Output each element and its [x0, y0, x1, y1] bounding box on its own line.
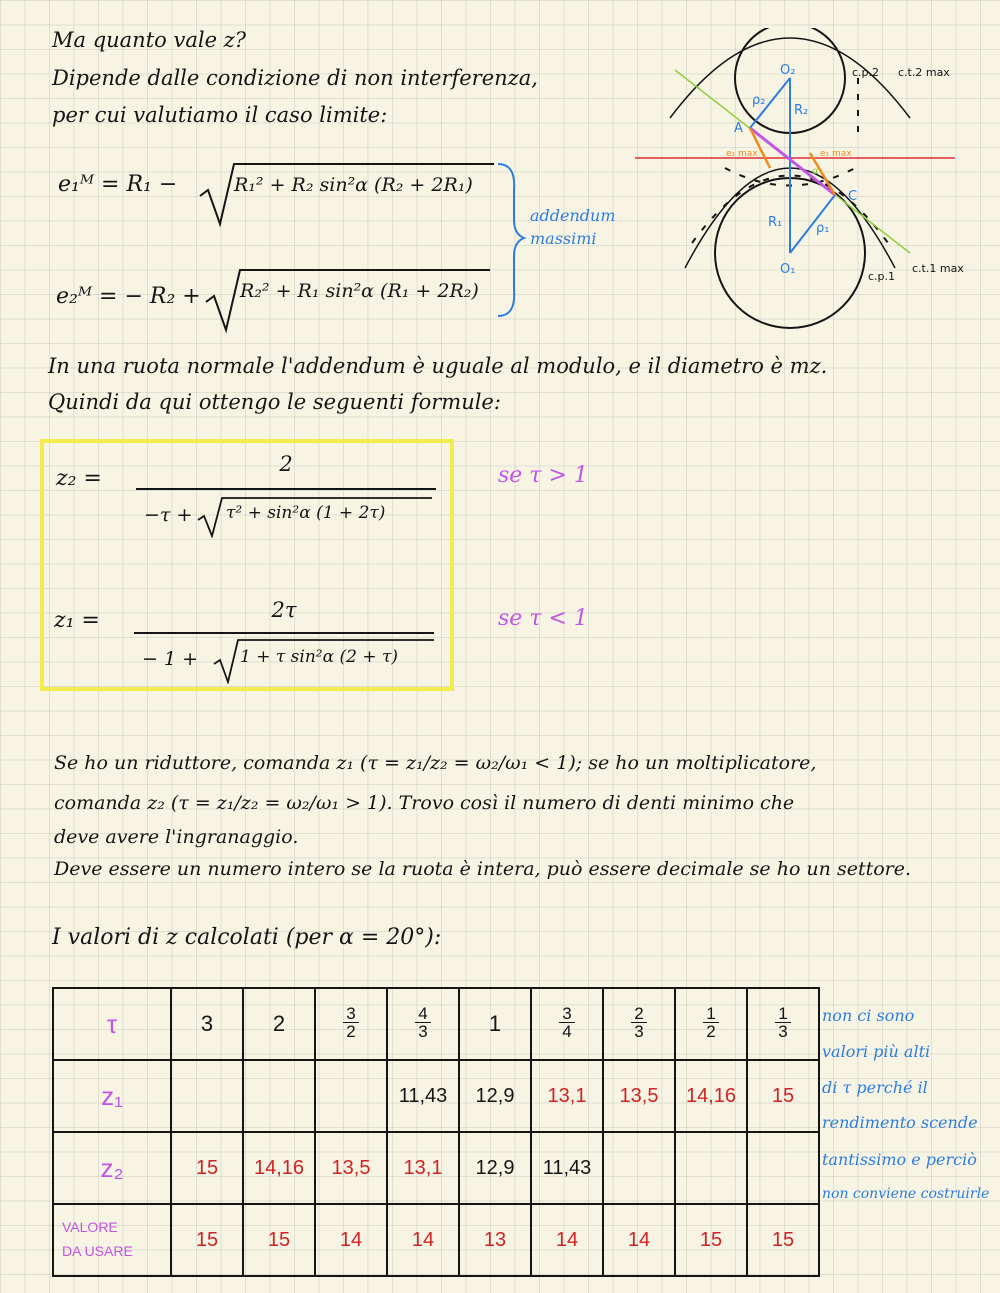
- z-values-table: [52, 987, 820, 1277]
- svg-text:O₂: O₂: [780, 63, 796, 78]
- gear-diagram: [630, 28, 975, 333]
- side-note-line: valori più alti: [822, 1042, 931, 1061]
- row-label-z2: z₂: [53, 1132, 171, 1204]
- use-cell: 14: [603, 1204, 675, 1276]
- svg-text:O₁: O₁: [780, 262, 796, 277]
- z1-den-a: − 1 +: [142, 648, 199, 670]
- tau-cell: $\frac{4}{3}$: [387, 988, 459, 1060]
- side-note-line: non ci sono: [822, 1006, 915, 1025]
- z2-cell: 13,5: [315, 1132, 387, 1204]
- z2-cell: 12,9: [459, 1132, 531, 1204]
- z2-cell: 11,43: [531, 1132, 603, 1204]
- side-note-line: di τ perché il: [822, 1078, 928, 1097]
- svg-text:ρ₁: ρ₁: [816, 221, 830, 236]
- tau-cell: $\frac{3}{2}$: [315, 988, 387, 1060]
- z2-cell: [675, 1132, 747, 1204]
- use-cell: 14: [387, 1204, 459, 1276]
- svg-text:ρ₂: ρ₂: [752, 93, 766, 108]
- paragraph2-line-1: In una ruota normale l'addendum è uguale al modulo, e il diametro è mz.: [48, 354, 828, 378]
- z2-condition: se τ > 1: [498, 463, 588, 488]
- paragraph3-line-3: deve avere l'ingranaggio.: [54, 826, 299, 848]
- brace-note-1: addendum: [530, 206, 616, 225]
- use-cell: 15: [243, 1204, 315, 1276]
- z1-cell: [171, 1060, 243, 1132]
- z2-cell: 13,1: [387, 1132, 459, 1204]
- z1-cell: [315, 1060, 387, 1132]
- paragraph2-line-2: Quindi da qui ottengo le seguenti formule:: [48, 390, 501, 414]
- paragraph3-line-2: comanda z₂ (τ = z₁/z₂ = ω₂/ω₁ > 1). Trovo così il numero di denti minimo che: [54, 792, 795, 814]
- use-cell: 15: [171, 1204, 243, 1276]
- svg-text:c.p.1: c.p.1: [868, 270, 896, 283]
- table-row-z1: [53, 1060, 819, 1132]
- z1-cell: 15: [747, 1060, 819, 1132]
- use-cell: 14: [531, 1204, 603, 1276]
- paragraph3-line-1: Se ho un riduttore, comanda z₁ (τ = z₁/z₂ = ω₂/ω₁ < 1); se ho un moltiplicatore,: [54, 752, 817, 774]
- z1-cell: 11,43: [387, 1060, 459, 1132]
- z2-cell: 15: [171, 1132, 243, 1204]
- brace: [490, 160, 530, 320]
- svg-text:A: A: [734, 121, 743, 136]
- side-note-line: rendimento scende: [822, 1113, 978, 1132]
- intro-line-1: Ma quanto vale z?: [52, 28, 246, 52]
- svg-text:C: C: [848, 189, 858, 204]
- z1-cell: 13,5: [603, 1060, 675, 1132]
- svg-text:c.p.2: c.p.2: [852, 66, 880, 79]
- z2-fraction-bar: [136, 488, 436, 490]
- svg-text:R₁: R₁: [768, 215, 783, 230]
- table-row-z2: [53, 1132, 819, 1204]
- brace-note-2: massimi: [530, 229, 597, 248]
- tau-cell: 3: [171, 988, 243, 1060]
- side-note-line: tantissimo e perciò: [822, 1150, 977, 1169]
- z2-den-a: −τ +: [144, 504, 193, 526]
- e2-lhs: e₂ᴹ = − R₂ +: [56, 284, 201, 309]
- z2-numerator: 2: [279, 452, 293, 476]
- svg-text:c.t.1 max: c.t.1 max: [912, 262, 964, 275]
- svg-text:R₂: R₂: [794, 103, 809, 118]
- tau-cell: $\frac{1}{2}$: [675, 988, 747, 1060]
- row-label-use: VALORE DA USARE: [53, 1204, 171, 1276]
- z2-cell: [603, 1132, 675, 1204]
- z1-fraction-bar: [134, 632, 434, 634]
- use-cell: 15: [747, 1204, 819, 1276]
- e1-lhs: e₁ᴹ = R₁ −: [58, 172, 178, 197]
- z1-cell: 13,1: [531, 1060, 603, 1132]
- action-segment: [750, 128, 835, 195]
- use-cell: 15: [675, 1204, 747, 1276]
- intro-line-3: per cui valutiamo il caso limite:: [52, 103, 388, 127]
- z2-den-radicand: τ² + sin²α (1 + 2τ): [226, 503, 386, 523]
- row-label-z1: z₁: [53, 1060, 171, 1132]
- paragraph3-line-4: Deve essere un numero intero se la ruota è intera, può essere decimale se ho un settore.: [54, 858, 912, 880]
- tau-cell: 2: [243, 988, 315, 1060]
- z1-cell: 14,16: [675, 1060, 747, 1132]
- tau-cell: 1: [459, 988, 531, 1060]
- z1-numerator: 2τ: [271, 598, 297, 622]
- e1-radicand: R₁² + R₂ sin²α (R₂ + 2R₁): [234, 174, 473, 196]
- table-row-tau: [53, 988, 819, 1060]
- tau-cell: $\frac{2}{3}$: [603, 988, 675, 1060]
- z1-lhs: z₁ =: [54, 608, 100, 633]
- z2-cell: 14,16: [243, 1132, 315, 1204]
- z1-den-radicand: 1 + τ sin²α (2 + τ): [240, 647, 399, 667]
- table-row-use: [53, 1204, 819, 1276]
- z2-lhs: z₂ =: [56, 466, 102, 491]
- table-title: I valori di z calcolati (per α = 20°):: [52, 925, 442, 950]
- z1-cell: [243, 1060, 315, 1132]
- tau-cell: $\frac{1}{3}$: [747, 988, 819, 1060]
- z1-condition: se τ < 1: [498, 606, 588, 631]
- e2-radicand: R₂² + R₁ sin²α (R₁ + 2R₂): [240, 280, 479, 302]
- svg-text:c.t.2 max: c.t.2 max: [898, 66, 950, 79]
- z2-cell: [747, 1132, 819, 1204]
- z1-cell: 12,9: [459, 1060, 531, 1132]
- row-label-tau: τ: [53, 988, 171, 1060]
- intro-line-2: Dipende dalle condizione di non interferenza,: [52, 66, 538, 90]
- use-cell: 13: [459, 1204, 531, 1276]
- tau-cell: $\frac{3}{4}$: [531, 988, 603, 1060]
- svg-text:α: α: [812, 166, 819, 177]
- svg-text:e₂ max: e₂ max: [726, 149, 758, 159]
- side-note-line: non conviene costruirle: [822, 1186, 990, 1202]
- svg-text:e₁ max: e₁ max: [820, 149, 852, 159]
- use-cell: 14: [315, 1204, 387, 1276]
